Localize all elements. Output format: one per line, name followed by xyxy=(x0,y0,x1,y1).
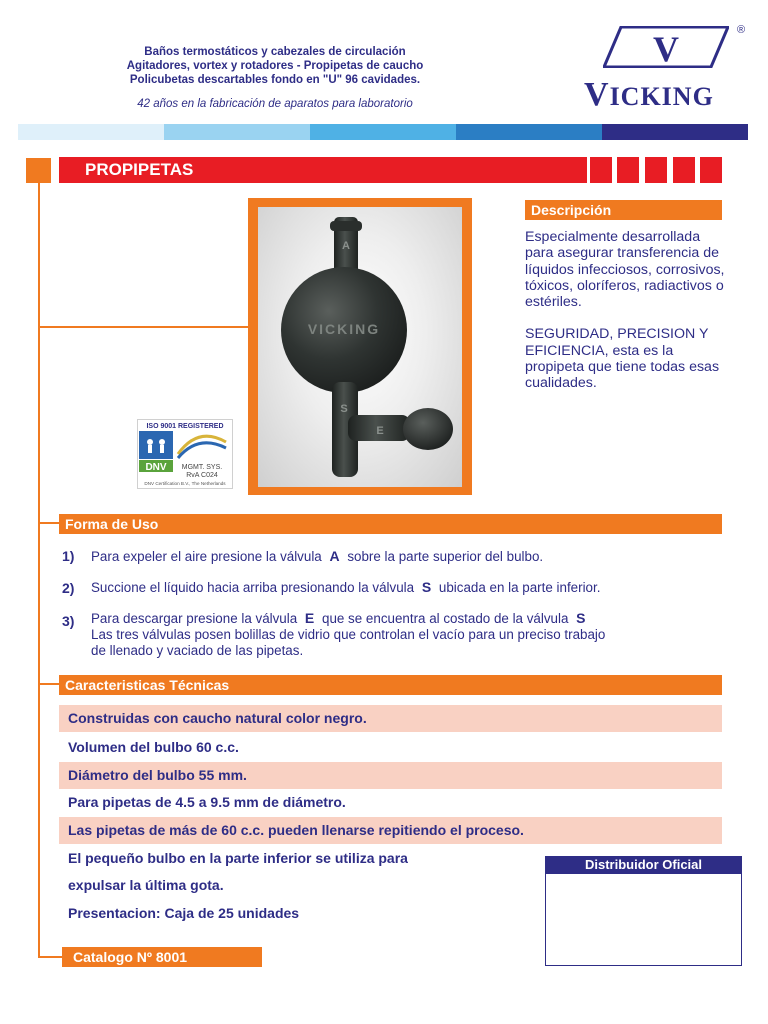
header-line-1: Baños termostáticos y cabezales de circulación xyxy=(144,46,406,58)
cert-code-1: MGMT. SYS. xyxy=(181,464,223,471)
step-2-valve: S xyxy=(421,579,432,595)
strip-segment-4 xyxy=(456,124,602,140)
description-paragraph-2: SEGURIDAD, PRECISION Y EFICIENCIA, esta es la propipeta que tiene todas esas cualidades. xyxy=(525,326,720,392)
step-3-valve: E xyxy=(304,610,315,626)
step-1-text xyxy=(91,548,691,565)
header-line-2: Agitadores, vortex y rotadores - Propipetas de caucho xyxy=(126,60,424,72)
distributor-heading: Distribuidor Oficial xyxy=(545,856,742,874)
step-1-number: 1) xyxy=(62,548,75,564)
step-3-mid: que se encuentra al costado de la válvula xyxy=(322,611,569,626)
title-block-3 xyxy=(645,157,667,183)
tech-row-2: Volumen del bulbo 60 c.c. xyxy=(68,739,239,755)
description-heading: Descripción xyxy=(525,200,722,220)
step-3-line-3: de llenado y vaciado de las pipetas. xyxy=(91,643,304,658)
tech-row-8: Presentacion: Caja de 25 unidades xyxy=(68,905,300,921)
cert-code-2: RvA C024 xyxy=(186,472,218,479)
usage-connector xyxy=(38,522,60,524)
logo-letter: V xyxy=(653,29,679,68)
catalog-number: Catalogo Nº 8001 xyxy=(62,947,262,967)
brand-name xyxy=(584,76,714,114)
step-2-pre: Succione el líquido hacia arriba presionando la válvula xyxy=(91,580,415,595)
usage-heading: Forma de Uso xyxy=(59,514,722,534)
tech-row-7: expulsar la última gota. xyxy=(68,877,224,893)
title-block-4 xyxy=(673,157,695,183)
step-3-text xyxy=(91,610,691,659)
header-tagline: 42 años en la fabricación de aparatos para laboratorio xyxy=(137,98,413,110)
photo-connector xyxy=(38,326,248,328)
step-3-valve-2: S xyxy=(576,610,586,626)
step-3-pre: Para descargar presione la válvula xyxy=(91,611,298,626)
technical-heading: Caracteristicas Técnicas xyxy=(59,675,722,695)
step-1-pre: Para expeler el aire presione la válvula xyxy=(91,549,322,564)
valve-s-label: S xyxy=(340,403,348,415)
vicking-logo-emblem xyxy=(603,26,729,68)
brand-name-rest: ICKING xyxy=(609,82,714,111)
header-line-3: Policubetas descartables fondo en "U" 96 cavidades. xyxy=(129,74,421,86)
brand-name-initial: V xyxy=(584,76,610,113)
iso-label: ISO 9001 REGISTERED xyxy=(146,423,224,430)
title-block-2 xyxy=(617,157,639,183)
title-block-5 xyxy=(700,157,722,183)
tech-row-6: El pequeño bulbo en la parte inferior se utiliza para xyxy=(68,850,408,866)
embossed-brand: VICKING xyxy=(307,321,381,337)
catalog-connector xyxy=(38,956,62,958)
cert-footer: DNV Certification B.V., The Netherlands xyxy=(144,481,226,486)
step-1-post: sobre la parte superior del bulbo. xyxy=(347,549,544,564)
technical-connector xyxy=(38,683,60,685)
tech-row-4: Para pipetas de 4.5 a 9.5 mm de diámetro. xyxy=(68,794,346,810)
valve-a-label: A xyxy=(342,240,350,252)
strip-segment-5 xyxy=(602,124,748,140)
dnv-mark: DNV xyxy=(145,462,167,473)
registered-mark: ® xyxy=(737,24,746,36)
page-title: PROPIPETAS xyxy=(85,160,194,179)
propipette-illustration xyxy=(258,207,462,487)
step-1-valve: A xyxy=(329,548,340,564)
tech-row-1: Construidas con caucho natural color negro. xyxy=(59,705,722,732)
step-2-text xyxy=(91,579,691,596)
tech-row-3: Diámetro del bulbo 55 mm. xyxy=(59,762,722,789)
step-3-line-2: Las tres válvulas posen bolillas de vidrio que controlan el vacío para un preciso trabajo xyxy=(91,627,606,642)
description-paragraph-1: Especialmente desarrollada para asegurar transferencia de líquidos infecciosos, corrosivos, tóxicos, oloríferos, radiactivos o estériles. xyxy=(525,229,725,311)
orange-vertical-rule xyxy=(38,183,40,958)
valve-e-label: E xyxy=(376,425,384,437)
step-2-number: 2) xyxy=(62,580,75,596)
description-text xyxy=(525,229,725,408)
strip-segment-1 xyxy=(18,124,164,140)
tech-row-5: Las pipetas de más de 60 c.c. pueden llenarse repitiendo el proceso. xyxy=(59,817,722,844)
title-block-1 xyxy=(590,157,612,183)
step-2-post: ubicada en la parte inferior. xyxy=(438,580,601,595)
iso-certification-badge xyxy=(137,419,233,489)
orange-corner-square xyxy=(26,158,51,183)
strip-segment-2 xyxy=(164,124,310,140)
step-3-number: 3) xyxy=(62,613,75,629)
strip-segment-3 xyxy=(310,124,456,140)
product-photo xyxy=(258,207,462,487)
